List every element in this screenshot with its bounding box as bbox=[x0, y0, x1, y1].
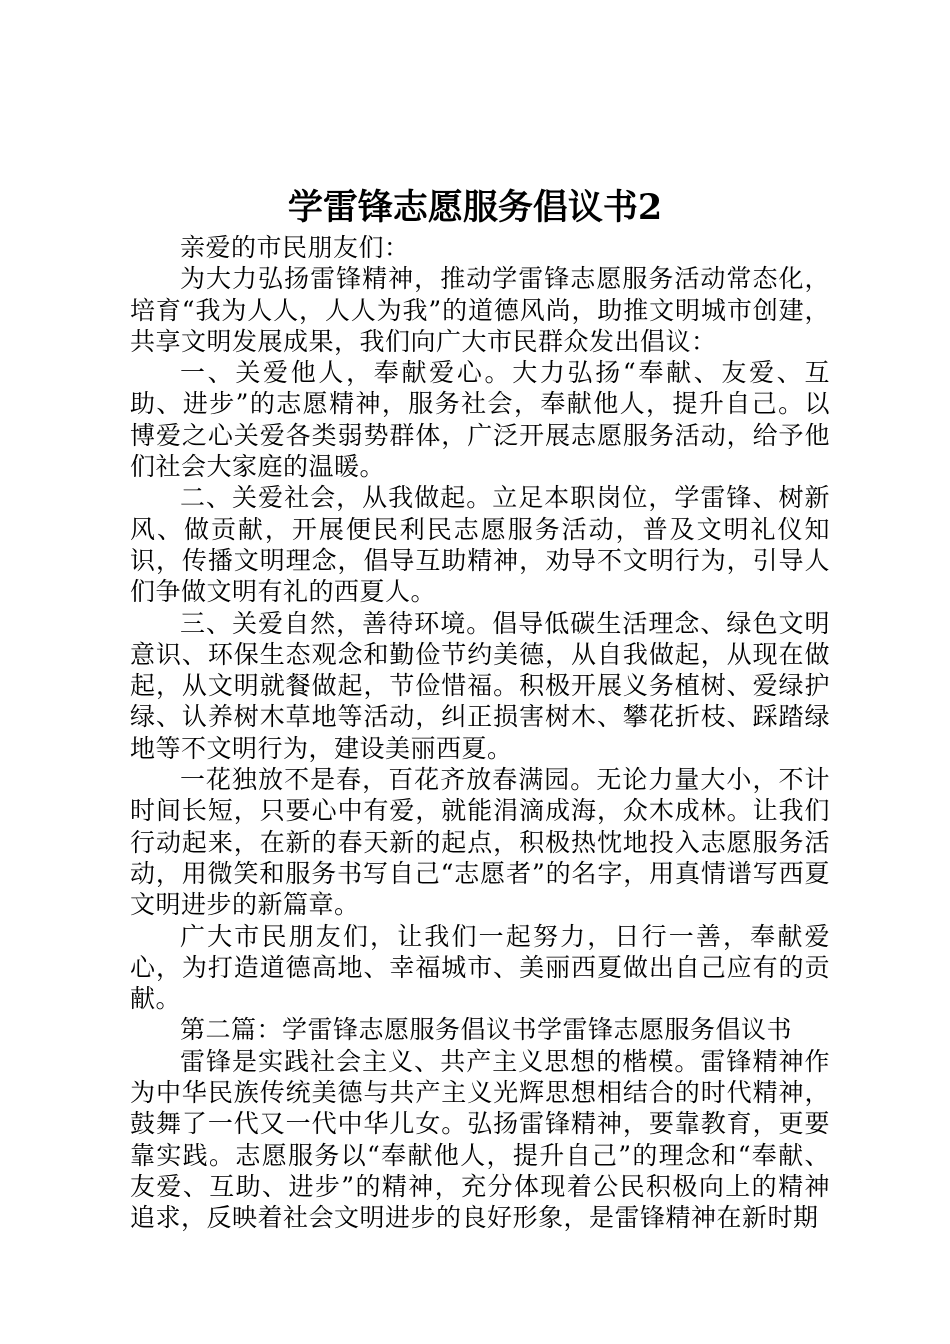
section-heading-paragraph: 第二篇：学雷锋志愿服务倡议书学雷锋志愿服务倡议书 bbox=[180, 1015, 793, 1045]
section-2-body-paragraph: 雷锋是实践社会主义、共产主义思想的楷模。雷锋精神作为中华民族传统美德与共产主义光辉思想相结合的时代精神，鼓舞了一代又一代中华儿女。弘扬雷锋精神，要靠教育，更要靠实践。志愿服务以“奉献他人，提升自己”的理念和“奉献、友爱、互助、进步”的精神，充分体现着公民积极向上的精神追求，反映着社会文明进步的良好形象，是雷锋精神在新时期 bbox=[130, 1046, 830, 1233]
document-body bbox=[130, 232, 830, 1234]
proposal-2-paragraph: 二、关爱社会，从我做起。立足本职岗位，学雷锋、树新风、做贡献，开展便民利民志愿服务活动，普及文明礼仪知识，传播文明理念，倡导互助精神，劝导不文明行为，引导人们争做文明有礼的西夏人。 bbox=[130, 483, 830, 607]
salutation-paragraph: 亲爱的市民朋友们： bbox=[180, 233, 410, 262]
proposal-3-paragraph: 三、关爱自然，善待环境。倡导低碳生活理念、绿色文明意识、环保生态观念和勤俭节约美德，从自我做起，从现在做起，从文明就餐做起，节俭惜福。积极开展义务植树、爱绿护绿、认养树木草地等活动，纠正损害树木、攀花折枝、踩踏绿地等不文明行为，建设美丽西夏。 bbox=[130, 608, 830, 763]
closing-paragraph: 一花独放不是春，百花齐放春满园。无论力量大小，不计时间长短，只要心中有爱，就能涓滴成海，众木成林。让我们行动起来，在新的春天新的起点，积极热忱地投入志愿服务活动，用微笑和服务书写自己“志愿者”的名字，用真情谱写西夏文明进步的新篇章。 bbox=[130, 765, 830, 920]
appeal-paragraph: 广大市民朋友们，让我们一起努力，日行一善，奉献爱心，为打造道德高地、幸福城市、美丽西夏做出自己应有的贡献。 bbox=[130, 921, 830, 1014]
intro-paragraph: 为大力弘扬雷锋精神，推动学雷锋志愿服务活动常态化，培育“我为人人，人人为我”的道德风尚，助推文明城市创建，共享文明发展成果，我们向广大市民群众发出倡议： bbox=[130, 264, 830, 356]
proposal-1-paragraph: 一、关爱他人，奉献爱心。大力弘扬“奉献、友爱、互助、进步”的志愿精神，服务社会，奉献他人，提升自己。以博爱之心关爱各类弱势群体，广泛开展志愿服务活动，给予他们社会大家庭的温暖。 bbox=[130, 358, 830, 482]
document-title: 学雷锋志愿服务倡议书2 bbox=[287, 187, 663, 228]
